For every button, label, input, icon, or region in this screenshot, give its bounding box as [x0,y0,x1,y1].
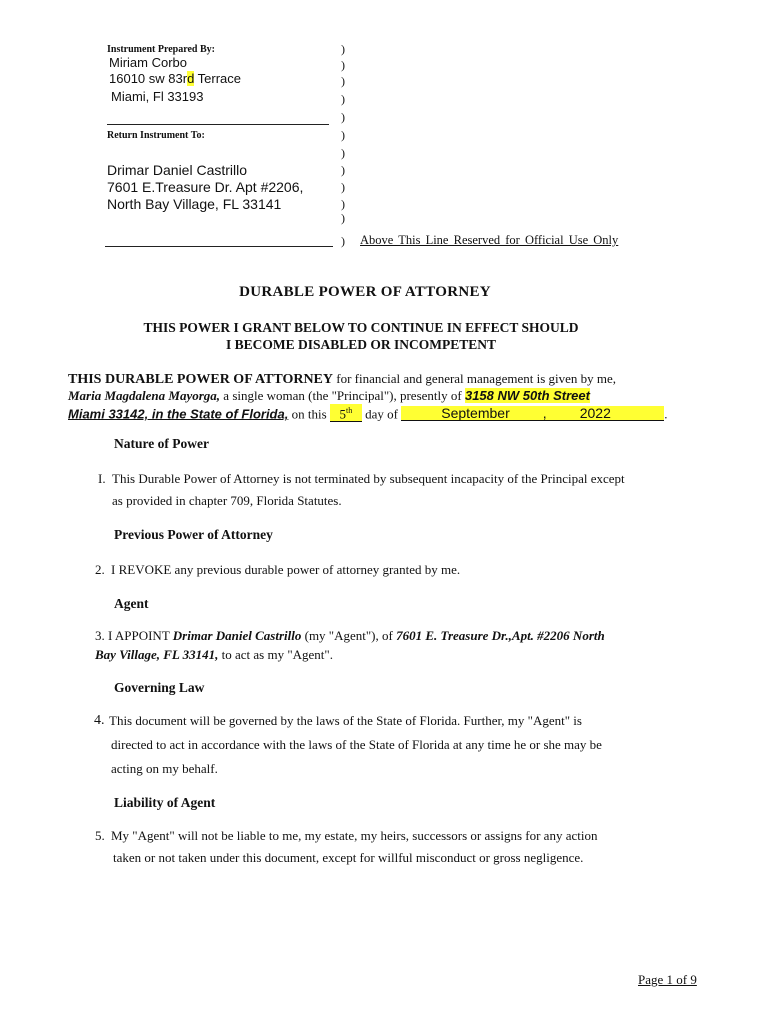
return-street: 7601 E.Treasure Dr. Apt #2206, [107,179,304,195]
agent-name: Drimar Daniel Castrillo [172,628,302,643]
agent-address-2: Bay Village, FL 33141, [95,647,219,662]
return-city: North Bay Village, FL 33141 [107,196,282,212]
paren: ) [341,146,345,160]
section-3-text: to act as my "Agent". [218,647,333,662]
section-4-number: 4. [94,713,105,728]
section-4-line-3: acting on my behalf. [111,761,218,776]
paren: ) [341,234,345,248]
page-number: Page 1 of 9 [638,972,697,987]
prepared-rule [107,124,329,125]
prepared-name: Miriam Corbo [109,55,188,70]
intro-line-2 [68,388,590,404]
section-3-text: I APPOINT [108,628,173,643]
address-ordinal: th [537,388,550,403]
heading-governing-law: Governing Law [114,680,205,695]
address-part: 3158 NW 50 [464,388,538,403]
section-1-line-1: This Durable Power of Attorney is not terminated by subsequent incapacity of the Principal except [112,471,625,486]
intro-line-3 [68,404,668,422]
section-2-line-1: I REVOKE any previous durable power of attorney granted by me. [111,562,461,577]
intro-text: on this [288,406,330,422]
section-3-number: 3. [95,628,105,643]
intro-end: . [664,406,668,422]
intro-text: a single woman (the "Principal"), presently of [220,388,465,403]
section-3-line-2 [95,647,333,663]
address-part: Street [549,388,590,403]
section-3-text: (my "Agent"), of [301,628,397,643]
section-5-line-1: My "Agent" will not be liable to me, my estate, my heirs, successors or assigns for any action [111,828,598,843]
reserved-notice: Above This Line Reserved for Official Use Only [360,233,619,247]
section-4-line-1: This document will be governed by the laws of the State of Florida. Further, my "Agent" is [109,713,582,728]
date-field [401,406,664,421]
return-label: Return Instrument To: [107,130,205,141]
return-name: Drimar Daniel Castrillo [107,162,248,178]
principal-name: Maria Magdalena Mayorga, [68,388,221,403]
intro-line-1 [68,371,616,388]
prepared-by-label: Instrument Prepared By: [107,44,215,55]
paren: ) [341,92,345,106]
intro-text: for financial and general management is given by me, [333,371,617,386]
prepared-street-part: 16010 sw 83r [109,71,188,86]
paren: ) [341,180,345,194]
month-value: September [441,405,510,422]
section-2-number: 2. [95,562,105,577]
prepared-city: Miami, Fl 33193 [111,89,204,104]
intro-text: day of [361,406,402,422]
principal-address-2: Miami 33142, in the State of Florida, [68,406,289,422]
document-title: DURABLE POWER OF ATTORNEY [239,284,491,300]
section-1-number: I. [98,471,106,486]
paren: ) [341,58,345,72]
prepared-street-end: Terrace [194,71,242,86]
subtitle-line-2: I BECOME DISABLED OR INCOMPETENT [225,337,497,352]
section-5-line-2: taken or not taken under this document, except for willful misconduct or gross negligence. [113,850,584,865]
intro-lead: THIS DURABLE POWER OF ATTORNEY [68,372,334,387]
return-rule [105,246,333,247]
paren: ) [341,110,345,124]
paren: ) [341,197,345,211]
date-highlight [401,406,664,420]
heading-liability-of-agent: Liability of Agent [114,795,216,810]
subtitle-line-1: THIS POWER I GRANT BELOW TO CONTINUE IN EFFECT SHOULD [143,320,579,335]
section-3-line-1 [95,628,605,644]
paren: ) [341,42,345,56]
heading-agent: Agent [114,596,149,611]
paren: ) [341,211,345,225]
day-ordinal: th [346,406,353,415]
section-4-line-2: directed to act in accordance with the laws of the State of Florida at any time he or she may be [111,737,602,752]
section-1-line-2: as provided in chapter 709, Florida Statutes. [112,493,342,508]
day-field [330,404,362,422]
section-5-number: 5. [95,828,105,843]
heading-previous-power: Previous Power of Attorney [114,527,273,542]
heading-nature-of-power: Nature of Power [114,436,209,451]
prepared-street [109,71,241,86]
paren: ) [341,128,345,142]
date-comma: , [542,405,547,422]
day-value: 5 [339,406,347,422]
agent-address-1: 7601 E. Treasure Dr.,Apt. #2206 North [396,628,605,643]
paren: ) [341,163,345,177]
principal-address-1 [465,388,590,403]
prepared-street-highlight: d [187,71,195,86]
year-value: 2022 [579,405,611,422]
paren: ) [341,74,345,88]
